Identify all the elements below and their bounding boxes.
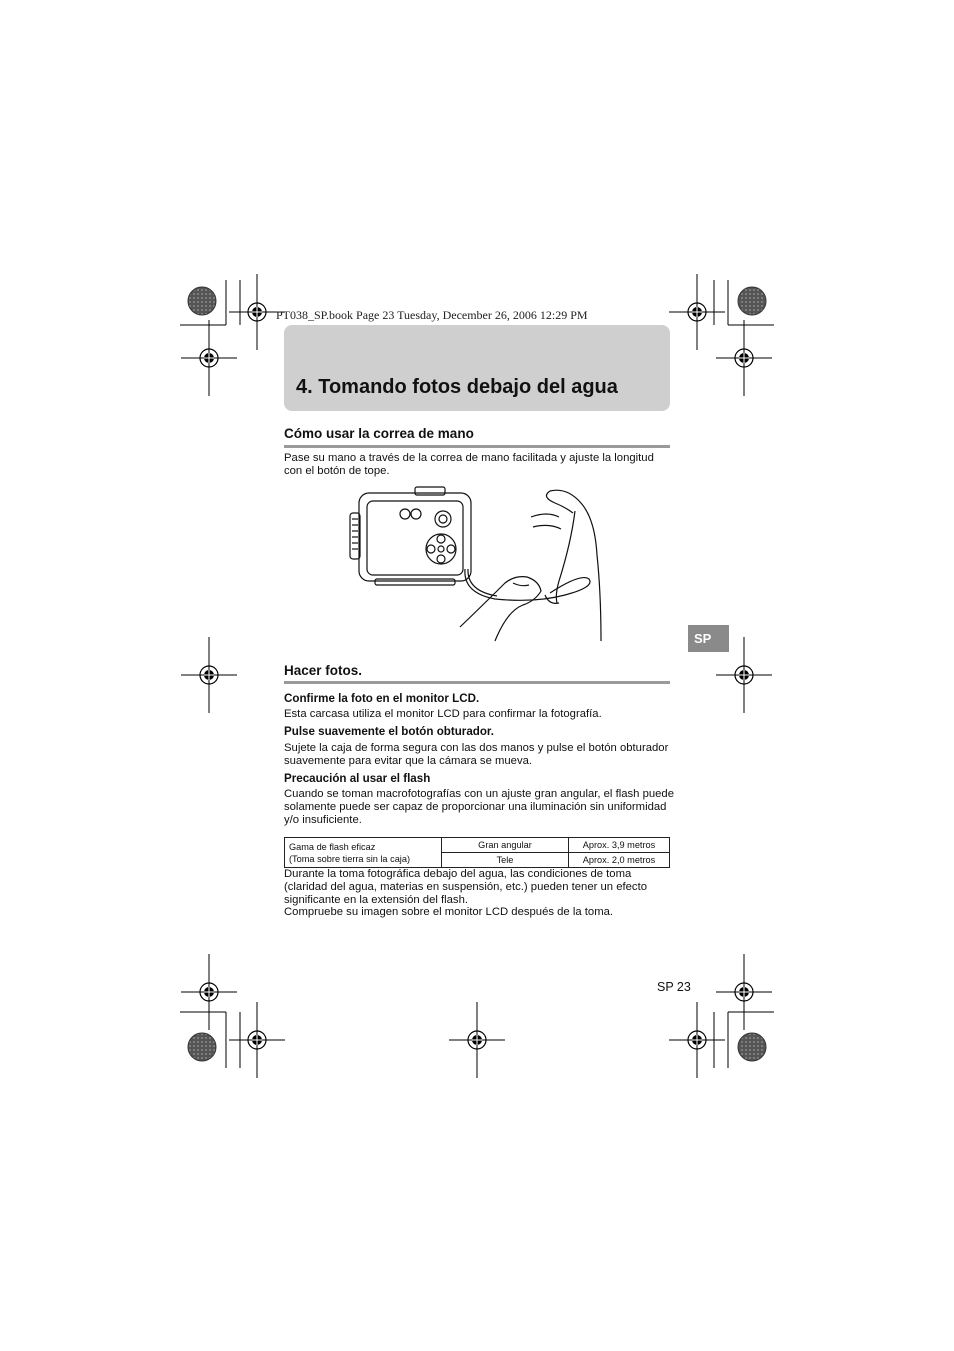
- table-row: [285, 838, 670, 853]
- flash-range-label-line2: (Toma sobre tierra sin la caja): [289, 853, 411, 864]
- table-cell-mode: Tele: [442, 853, 569, 868]
- subheading-shutter: Pulse suavemente el botón obturador.: [284, 725, 495, 738]
- paragraph-shutter: Sujete la caja de forma segura con las dos manos y pulse el botón obturador suavemente para evitar que la cámara se mueva.: [284, 742, 669, 767]
- paragraph-check-image: Compruebe su imagen sobre el monitor LCD después de la toma.: [284, 906, 614, 918]
- section-text: Pase su mano a través de la correa de mano facilitada y ajuste la longitud con el botón de tope.: [284, 452, 654, 477]
- flash-range-label: [285, 838, 442, 868]
- section-divider: [284, 681, 670, 684]
- subheading-confirm-lcd: Confirme la foto en el monitor LCD.: [284, 692, 480, 705]
- page-number: SP 23: [657, 980, 691, 994]
- table-cell-range: Aprox. 3,9 metros: [569, 838, 670, 853]
- table-cell-range: Aprox. 2,0 metros: [569, 853, 670, 868]
- section-heading-hand-strap: Cómo usar la correa de mano: [284, 426, 474, 441]
- camera-hand-strap-illustration: [345, 483, 605, 643]
- chapter-title: 4. Tomando fotos debajo del agua: [296, 376, 618, 398]
- paragraph-flash-caution: Cuando se toman macrofotografías con un ajuste gran angular, el flash puede solamente puede ser capaz de proporcionar una iluminación sin uniformidad y/o insuficiente.: [284, 788, 674, 826]
- paragraph-confirm-lcd: Esta carcasa utiliza el monitor LCD para confirmar la fotografía.: [284, 708, 602, 720]
- table-cell-mode: Gran angular: [442, 838, 569, 853]
- print-header: PT038_SP.book Page 23 Tuesday, December 26, 2006 12:29 PM: [276, 308, 588, 322]
- flash-range-table: [284, 837, 670, 868]
- paragraph-underwater-conditions: Durante la toma fotográfica debajo del agua, las condiciones de toma (claridad del agua, materias en suspensión, etc.) pueden tener un efecto significante en la extensión del flash.: [284, 868, 647, 906]
- section-divider: [284, 445, 670, 448]
- subheading-flash-caution: Precaución al usar el flash: [284, 772, 431, 785]
- flash-range-label-line1: Gama de flash eficaz: [289, 841, 376, 852]
- language-tab-sp: SP: [688, 625, 729, 652]
- section-heading-taking-photos: Hacer fotos.: [284, 663, 363, 678]
